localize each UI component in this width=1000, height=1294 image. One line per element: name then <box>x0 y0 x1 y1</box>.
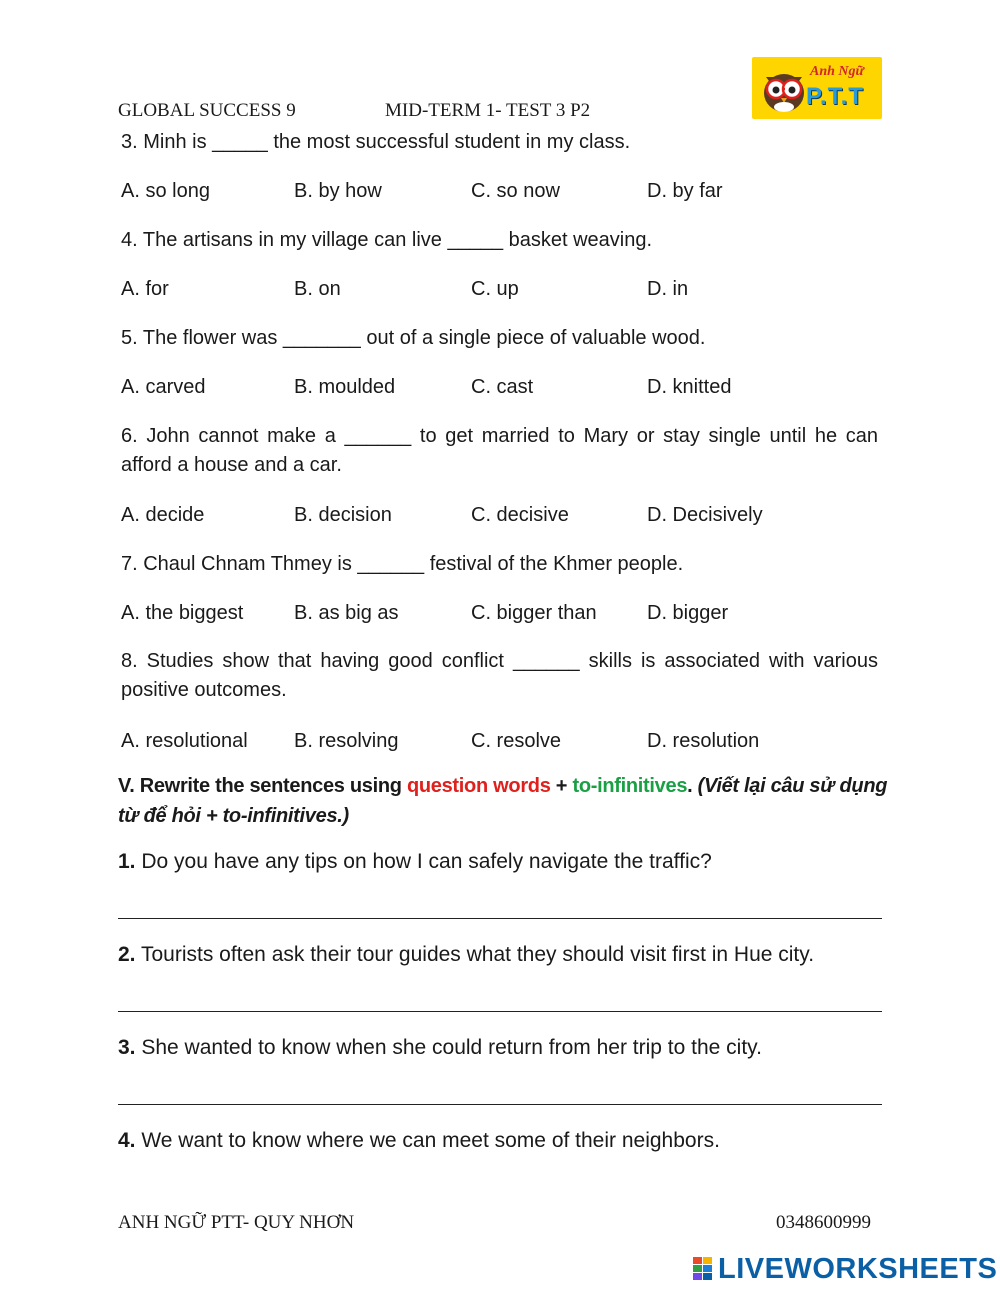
q5-option-c[interactable]: C. cast <box>471 376 534 398</box>
liveworksheets-wordmark: LIVEWORKSHEETS <box>718 1253 998 1285</box>
footer-phone: 0348600999 <box>776 1212 871 1233</box>
q5-option-a[interactable]: A. carved <box>121 376 206 398</box>
q8-option-b[interactable]: B. resolving <box>294 730 399 752</box>
q6-option-b[interactable]: B. decision <box>294 504 392 526</box>
question-4-text: 4. The artisans in my village can live _____ basket weaving. <box>121 229 653 251</box>
q3-option-c[interactable]: C. so now <box>471 180 560 202</box>
q3-option-a[interactable]: A. so long <box>121 180 210 202</box>
q8-option-d[interactable]: D. resolution <box>647 730 760 752</box>
q6-option-c[interactable]: C. decisive <box>471 504 569 526</box>
rewrite-1-number: 1. <box>118 850 136 873</box>
q4-option-c[interactable]: C. up <box>471 278 519 300</box>
section-v-plus: + <box>550 775 573 797</box>
rewrite-1-text: Do you have any tips on how I can safely navigate the traffic? <box>135 850 712 873</box>
section-v-dot: . <box>687 775 698 797</box>
q7-option-d[interactable]: D. bigger <box>647 602 729 624</box>
rewrite-3 <box>118 1035 762 1061</box>
rewrite-4-number: 4. <box>118 1129 136 1152</box>
q7-option-b[interactable]: B. as big as <box>294 602 399 624</box>
logo <box>752 57 882 119</box>
rewrite-3-text: She wanted to know when she could return from her trip to the city. <box>135 1036 762 1059</box>
q4-option-d[interactable]: D. in <box>647 278 689 300</box>
q4-option-b[interactable]: B. on <box>294 278 341 300</box>
question-7-text: 7. Chaul Chnam Thmey is ______ festival of the Khmer people. <box>121 553 684 575</box>
header-course-title: GLOBAL SUCCESS 9 <box>118 100 296 121</box>
rewrite-1 <box>118 849 712 875</box>
q8-option-c[interactable]: C. resolve <box>471 730 562 752</box>
q4-option-a[interactable]: A. for <box>121 278 169 300</box>
rewrite-2-number: 2. <box>118 943 136 966</box>
rewrite-2-text: Tourists often ask their tour guides what they should visit first in Hue city. <box>135 943 815 966</box>
logo-text-bottom: P.T.T <box>806 83 864 110</box>
question-8-text: 8. Studies show that having good conflict ______ skills is associated with various positive outcomes. <box>121 650 878 701</box>
question-3-text: 3. Minh is _____ the most successful student in my class. <box>121 131 631 153</box>
rewrite-4 <box>118 1128 720 1154</box>
question-5-text: 5. The flower was _______ out of a single piece of valuable wood. <box>121 327 706 349</box>
liveworksheets-icon <box>693 1257 713 1281</box>
rewrite-2 <box>118 942 814 968</box>
q6-option-d[interactable]: D. Decisively <box>647 504 763 526</box>
rewrite-3-number: 3. <box>118 1036 136 1059</box>
header-test-title: MID-TERM 1- TEST 3 P2 <box>385 100 591 121</box>
answer-line-2[interactable] <box>118 1011 882 1012</box>
q8-option-a[interactable]: A. resolutional <box>121 730 248 752</box>
q3-option-d[interactable]: D. by far <box>647 180 723 202</box>
section-v-question-words: question words <box>406 775 551 797</box>
q6-option-a[interactable]: A. decide <box>121 504 205 526</box>
q5-option-b[interactable]: B. moulded <box>294 376 396 398</box>
answer-line-1[interactable] <box>118 918 882 919</box>
section-v-prefix: V. Rewrite the sentences using <box>118 775 407 797</box>
footer-school-name: ANH NGỮ PTT- QUY NHƠN <box>118 1212 355 1233</box>
q7-option-a[interactable]: A. the biggest <box>121 602 244 624</box>
q7-option-c[interactable]: C. bigger than <box>471 602 597 624</box>
owl-icon <box>758 63 810 115</box>
q5-option-d[interactable]: D. knitted <box>647 376 732 398</box>
section-v-vietnamese: (Viết lại câu sử dụng từ để hỏi + to-infinitives.) <box>118 775 888 827</box>
answer-line-3[interactable] <box>118 1104 882 1105</box>
q3-option-b[interactable]: B. by how <box>294 180 382 202</box>
rewrite-4-text: We want to know where we can meet some of their neighbors. <box>135 1129 720 1152</box>
question-6-text: 6. John cannot make a ______ to get married to Mary or stay single until he can afford a house and a car. <box>121 425 878 476</box>
logo-text-top: Anh Ngữ <box>810 64 864 79</box>
section-v-heading <box>118 771 888 831</box>
section-v-to-infinitives: to-infinitives <box>572 775 688 797</box>
